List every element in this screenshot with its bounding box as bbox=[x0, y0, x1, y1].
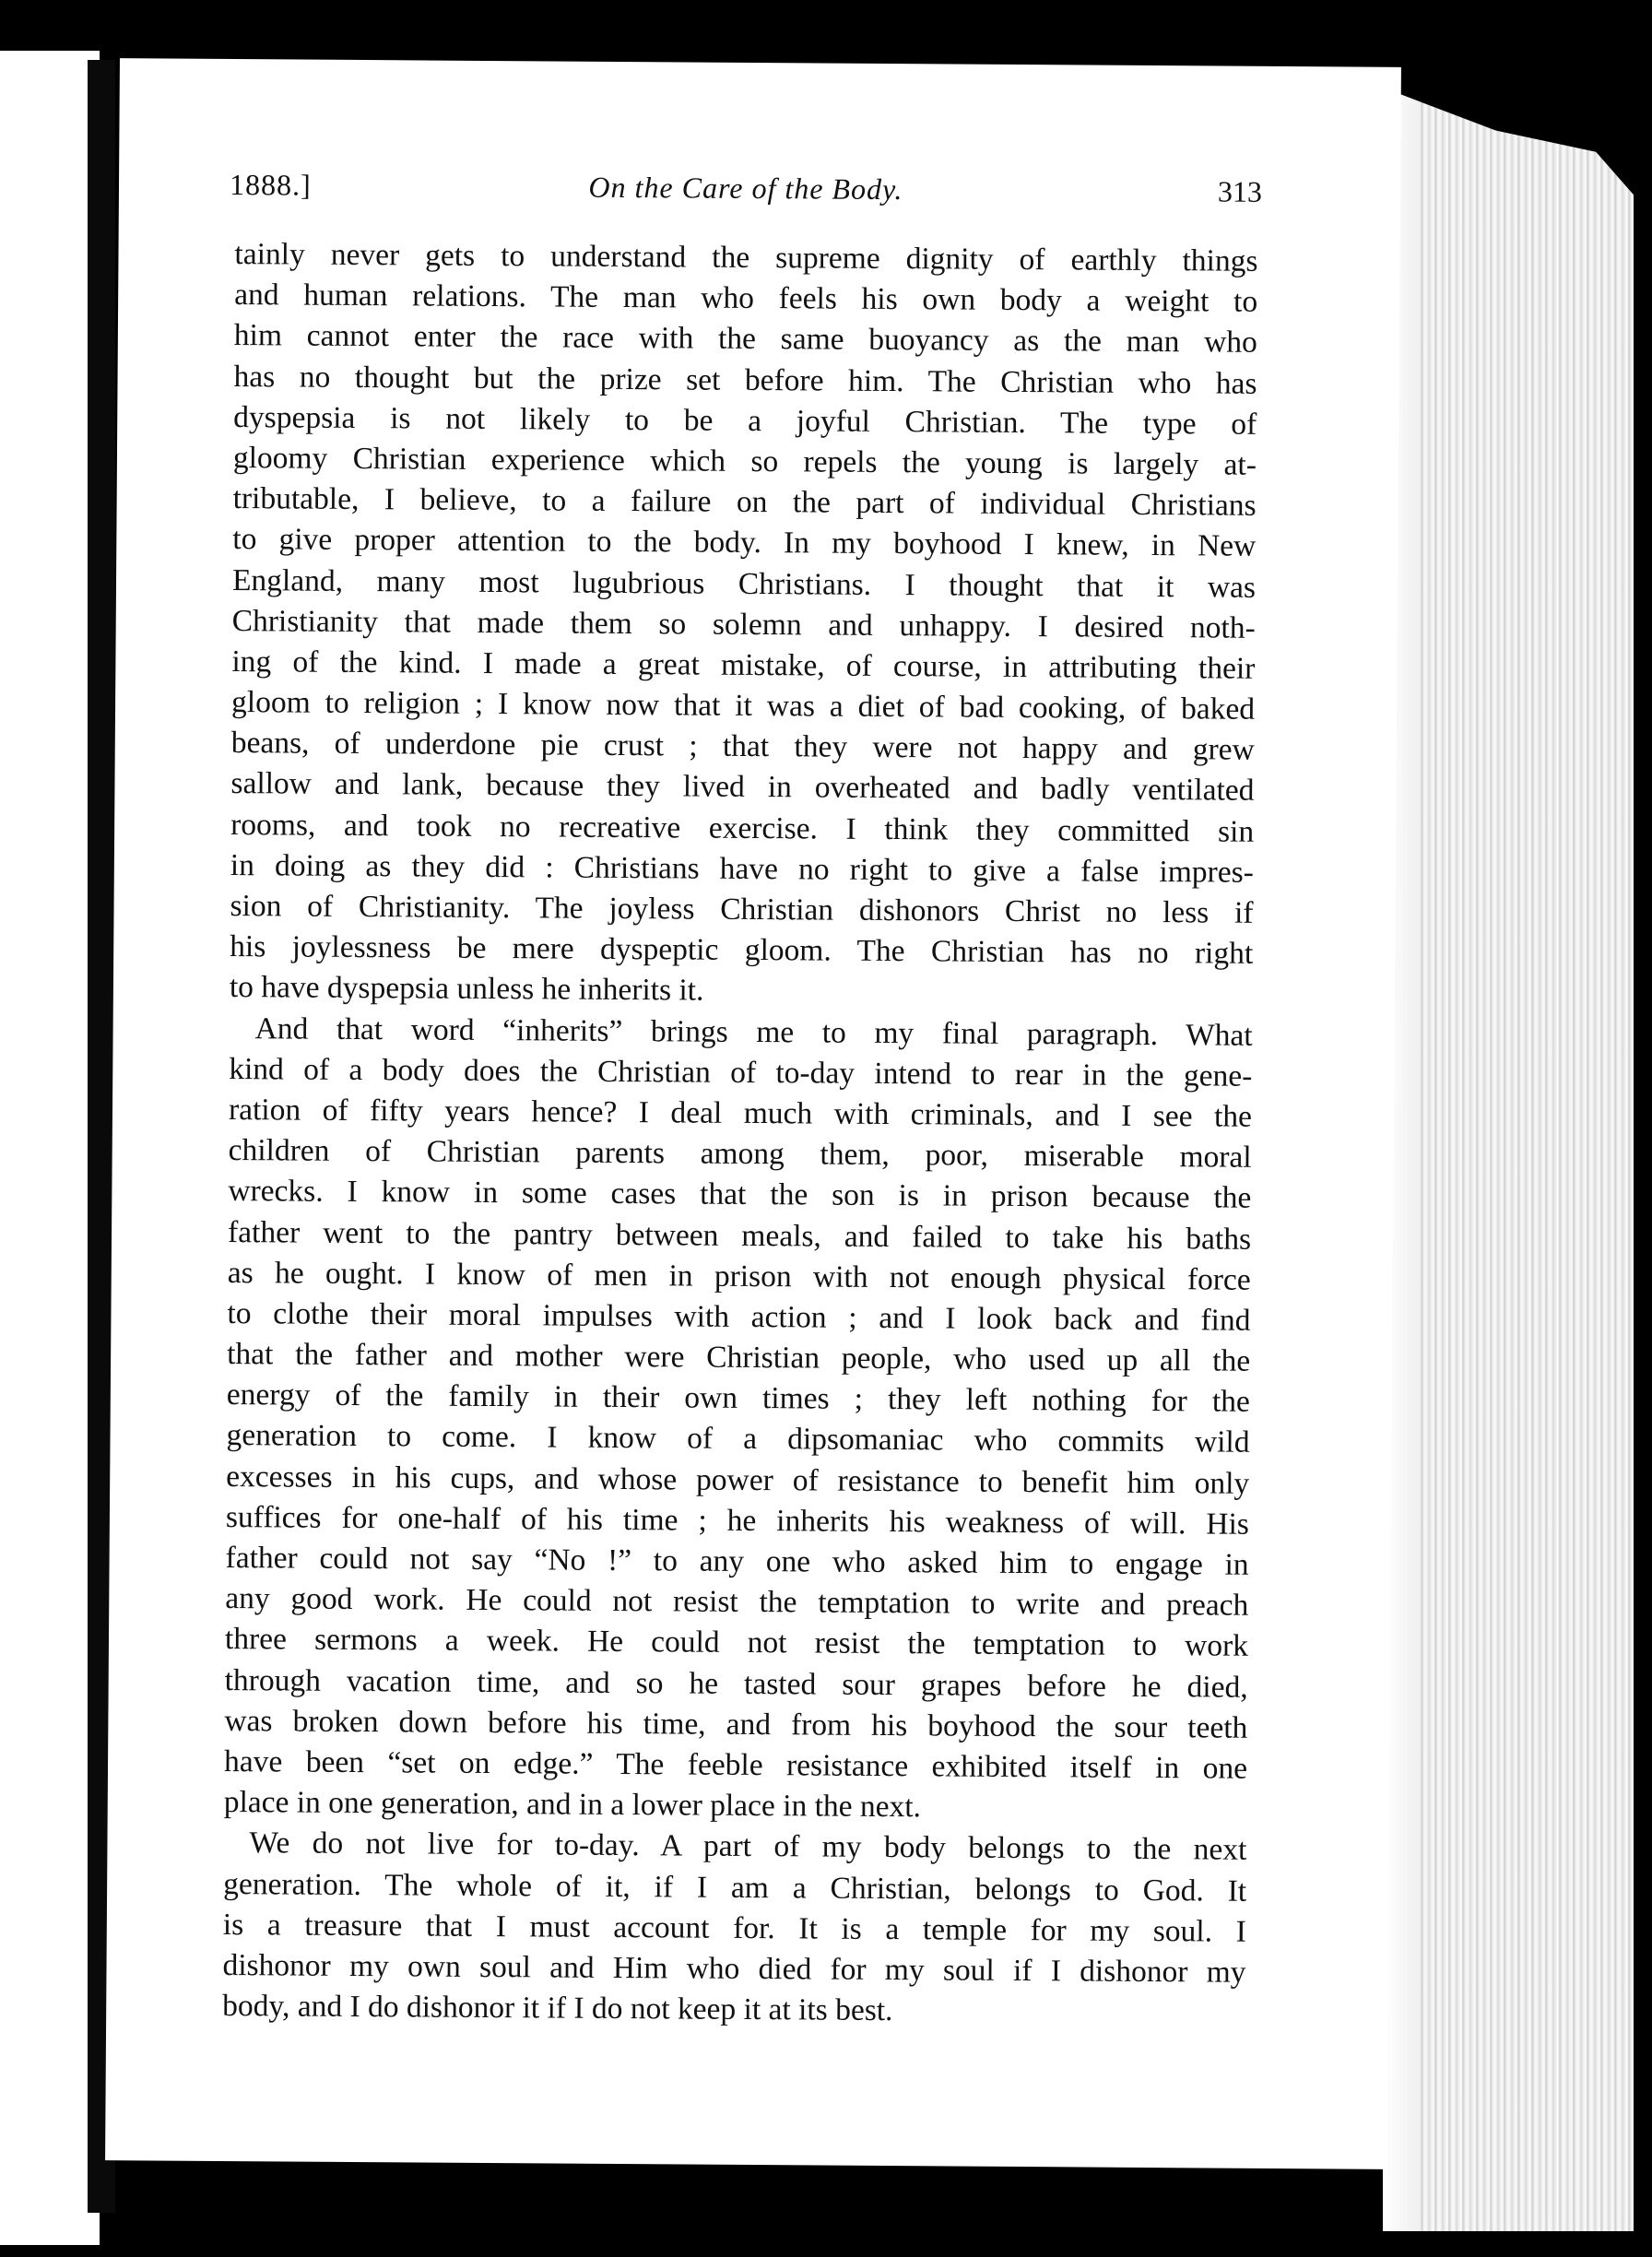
text-line: to give proper attention to the body. In my boyhood I knew, in New bbox=[232, 522, 1257, 564]
text-line: father went to the pantry between meals, and failed to take his baths bbox=[227, 1214, 1252, 1257]
book-page bbox=[105, 58, 1401, 2169]
text-line: as he ought. I know of men in prison with not enough physical force bbox=[227, 1255, 1251, 1297]
text-line: body, and I do dishonor it if I do not keep it at its best. bbox=[222, 1989, 893, 2028]
text-line: ration of fifty years hence? I deal much with criminals, and I see the bbox=[228, 1092, 1253, 1134]
text-line: dishonor my own soul and Him who died for my soul if I dishonor my bbox=[222, 1947, 1246, 1990]
text-line: any good work. He could not resist the temptation to write and preach bbox=[225, 1581, 1249, 1623]
text-line: to clothe their moral impulses with action ; and I look back and find bbox=[227, 1295, 1251, 1338]
text-line: ing of the kind. I made a great mistake, of course, in attributing their bbox=[231, 644, 1256, 686]
text-line: and human relations. The man who feels his own body a weight to bbox=[234, 278, 1258, 319]
text-line: sion of Christianity. The joyless Christian dishonors Christ no less if bbox=[230, 889, 1254, 930]
page-number: 313 bbox=[1217, 174, 1263, 208]
paragraph-2 bbox=[224, 1009, 1253, 1830]
page-edges bbox=[1383, 88, 1634, 2231]
text-line: generation. The whole of it, if I am a Christian, belongs to God. It bbox=[223, 1866, 1247, 1908]
text-line: three sermons a week. He could not resist the temptation to work bbox=[224, 1622, 1249, 1664]
text-line: energy of the family in their own times ; they left nothing for the bbox=[226, 1377, 1250, 1420]
text-line: rooms, and took no recreative exercise. I think they committed sin bbox=[230, 807, 1255, 849]
paragraph-1 bbox=[230, 234, 1258, 1015]
text-line: Christianity that made them so solemn and unhappy. I desired noth- bbox=[231, 603, 1256, 645]
paragraph-3 bbox=[222, 1823, 1247, 2034]
running-title: On the Care of the Body. bbox=[588, 170, 903, 207]
text-line: him cannot enter the race with the same buoyancy as the man who bbox=[233, 318, 1257, 360]
text-line: kind of a body does the Christian of to-day intend to rear in the gene- bbox=[229, 1051, 1253, 1093]
text-line: tainly never gets to understand the supreme dignity of earthly things bbox=[234, 237, 1258, 278]
text-line: excesses in his cups, and whose power of resistance to benefit him only bbox=[226, 1459, 1250, 1501]
header-year: 1888.] bbox=[229, 168, 312, 202]
text-line: England, many most lugubrious Christians. I thought that it was bbox=[231, 562, 1257, 605]
text-line: sallow and lank, because they lived in overheated and badly ventilated bbox=[230, 766, 1255, 809]
text-line: And that word “inherits” brings me to my final paragraph. What bbox=[254, 1010, 1253, 1053]
text-line: has no thought but the prize set before him. The Christian who has bbox=[233, 359, 1257, 401]
text-line: father could not say “No !” to any one who asked him to engage in bbox=[225, 1541, 1249, 1582]
text-line: generation to come. I know of a dipsomaniac who commits wild bbox=[226, 1418, 1250, 1460]
text-line: gloomy Christian experience which so repels the young is largely at- bbox=[232, 440, 1257, 482]
text-line: wrecks. I know in some cases that the son is in prison because the bbox=[228, 1174, 1252, 1216]
facing-page-edge bbox=[0, 51, 100, 2245]
text-line: place in one generation, and in a lower place in the next. bbox=[223, 1785, 922, 1825]
running-header bbox=[230, 168, 1262, 230]
body-text bbox=[222, 234, 1258, 2034]
text-line: We do not live for to-day. A part of my body belongs to the next bbox=[249, 1826, 1247, 1868]
text-line: tributable, I believe, to a failure on the part of individual Christians bbox=[232, 481, 1257, 523]
text-line: children of Christian parents among them, poor, miserable moral bbox=[228, 1133, 1252, 1175]
text-line: was broken down before his time, and from his boyhood the sour teeth bbox=[224, 1703, 1248, 1745]
text-line: is a treasure that I must account for. It is a temple for my soul. I bbox=[222, 1907, 1246, 1949]
text-line: suffices for one-half of his time ; he inherits his weakness of will. His bbox=[225, 1499, 1250, 1542]
text-line: beans, of underdone pie crust ; that they were not happy and grew bbox=[230, 726, 1255, 768]
text-line: in doing as they did : Christians have no right to give a false impres- bbox=[230, 847, 1254, 890]
text-line: dyspepsia is not likely to be a joyful Christian. The type of bbox=[233, 399, 1257, 442]
text-line: his joylessness be mere dyspeptic gloom. The Christian has no right bbox=[230, 929, 1254, 971]
text-line: have been “set on edge.” The feeble resistance exhibited itself in one bbox=[223, 1743, 1248, 1786]
text-line: gloom to religion ; I know now that it was a diet of bad cooking, of baked bbox=[230, 685, 1256, 727]
text-line: that the father and mother were Christian people, who used up all the bbox=[227, 1337, 1251, 1378]
text-line: to have dyspepsia unless he inherits it. bbox=[229, 970, 704, 1008]
text-line: through vacation time, and so he tasted sour grapes before he died, bbox=[224, 1662, 1248, 1705]
